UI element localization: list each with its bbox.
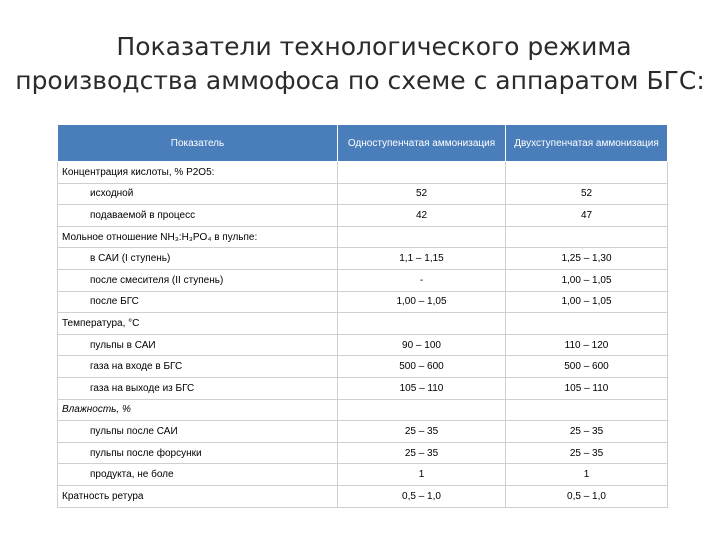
value-two-stage: 1,00 – 1,05	[506, 269, 668, 291]
section-row	[58, 162, 668, 184]
value-single-stage: 1,1 – 1,15	[338, 248, 506, 270]
slide-title	[0, 30, 720, 98]
row-label: в САИ (I ступень)	[58, 248, 338, 270]
table-body	[58, 162, 668, 508]
value-two-stage: 1,00 – 1,05	[506, 291, 668, 313]
value-single-stage: -	[338, 269, 506, 291]
value-two-stage: 105 – 110	[506, 377, 668, 399]
row-label: газа на входе в БГС	[58, 356, 338, 378]
header-parameter: Показатель	[58, 125, 338, 162]
table-row	[58, 485, 668, 507]
value-single-stage: 25 – 35	[338, 442, 506, 464]
table-row	[58, 442, 668, 464]
row-label: подаваемой в процесс	[58, 205, 338, 227]
row-label: после БГС	[58, 291, 338, 313]
section-row	[58, 226, 668, 248]
parameters-table	[57, 124, 668, 508]
row-label: Кратность ретура	[58, 485, 338, 507]
section-label: Концентрация кислоты, % P2O5:	[58, 162, 338, 184]
value-two-stage: 500 – 600	[506, 356, 668, 378]
row-label: продукта, не боле	[58, 464, 338, 486]
row-label: пульпы после САИ	[58, 421, 338, 443]
value-two-stage: 47	[506, 205, 668, 227]
empty-cell	[506, 313, 668, 335]
table-row	[58, 269, 668, 291]
value-single-stage: 500 – 600	[338, 356, 506, 378]
title-line-1: Показатели технологического режима	[116, 32, 632, 61]
section-row	[58, 399, 668, 421]
parameters-table-container	[57, 124, 667, 508]
value-single-stage: 105 – 110	[338, 377, 506, 399]
empty-cell	[506, 399, 668, 421]
empty-cell	[338, 313, 506, 335]
table-row	[58, 334, 668, 356]
title-line-2: производства аммофоса по схеме с аппаратом БГС:	[15, 66, 705, 95]
value-single-stage: 52	[338, 183, 506, 205]
row-label: исходной	[58, 183, 338, 205]
value-two-stage: 52	[506, 183, 668, 205]
value-two-stage: 110 – 120	[506, 334, 668, 356]
table-header-row	[58, 125, 668, 162]
section-label: Температура, °C	[58, 313, 338, 335]
header-single-stage: Одноступенчатая аммонизация	[338, 125, 506, 162]
empty-cell	[338, 226, 506, 248]
section-label: Влажность, %	[58, 399, 338, 421]
value-two-stage: 1	[506, 464, 668, 486]
value-single-stage: 1,00 – 1,05	[338, 291, 506, 313]
table-row	[58, 248, 668, 270]
section-row	[58, 313, 668, 335]
table-row	[58, 183, 668, 205]
value-single-stage: 0,5 – 1,0	[338, 485, 506, 507]
row-label: пульпы в САИ	[58, 334, 338, 356]
value-single-stage: 42	[338, 205, 506, 227]
table-row	[58, 291, 668, 313]
value-two-stage: 0,5 – 1,0	[506, 485, 668, 507]
table-row	[58, 464, 668, 486]
value-two-stage: 1,25 – 1,30	[506, 248, 668, 270]
empty-cell	[338, 399, 506, 421]
value-two-stage: 25 – 35	[506, 421, 668, 443]
row-label: пульпы после форсунки	[58, 442, 338, 464]
section-label: Мольное отношение NH₃:H₃PO₄ в пульпе:	[58, 226, 338, 248]
value-single-stage: 90 – 100	[338, 334, 506, 356]
value-single-stage: 25 – 35	[338, 421, 506, 443]
empty-cell	[506, 226, 668, 248]
value-single-stage: 1	[338, 464, 506, 486]
empty-cell	[338, 162, 506, 184]
value-two-stage: 25 – 35	[506, 442, 668, 464]
table-row	[58, 377, 668, 399]
row-label: после смесителя (II ступень)	[58, 269, 338, 291]
table-row	[58, 421, 668, 443]
row-label: газа на выходе из БГС	[58, 377, 338, 399]
table-row	[58, 205, 668, 227]
table-row	[58, 356, 668, 378]
header-two-stage: Двухступенчатая аммонизация	[506, 125, 668, 162]
empty-cell	[506, 162, 668, 184]
